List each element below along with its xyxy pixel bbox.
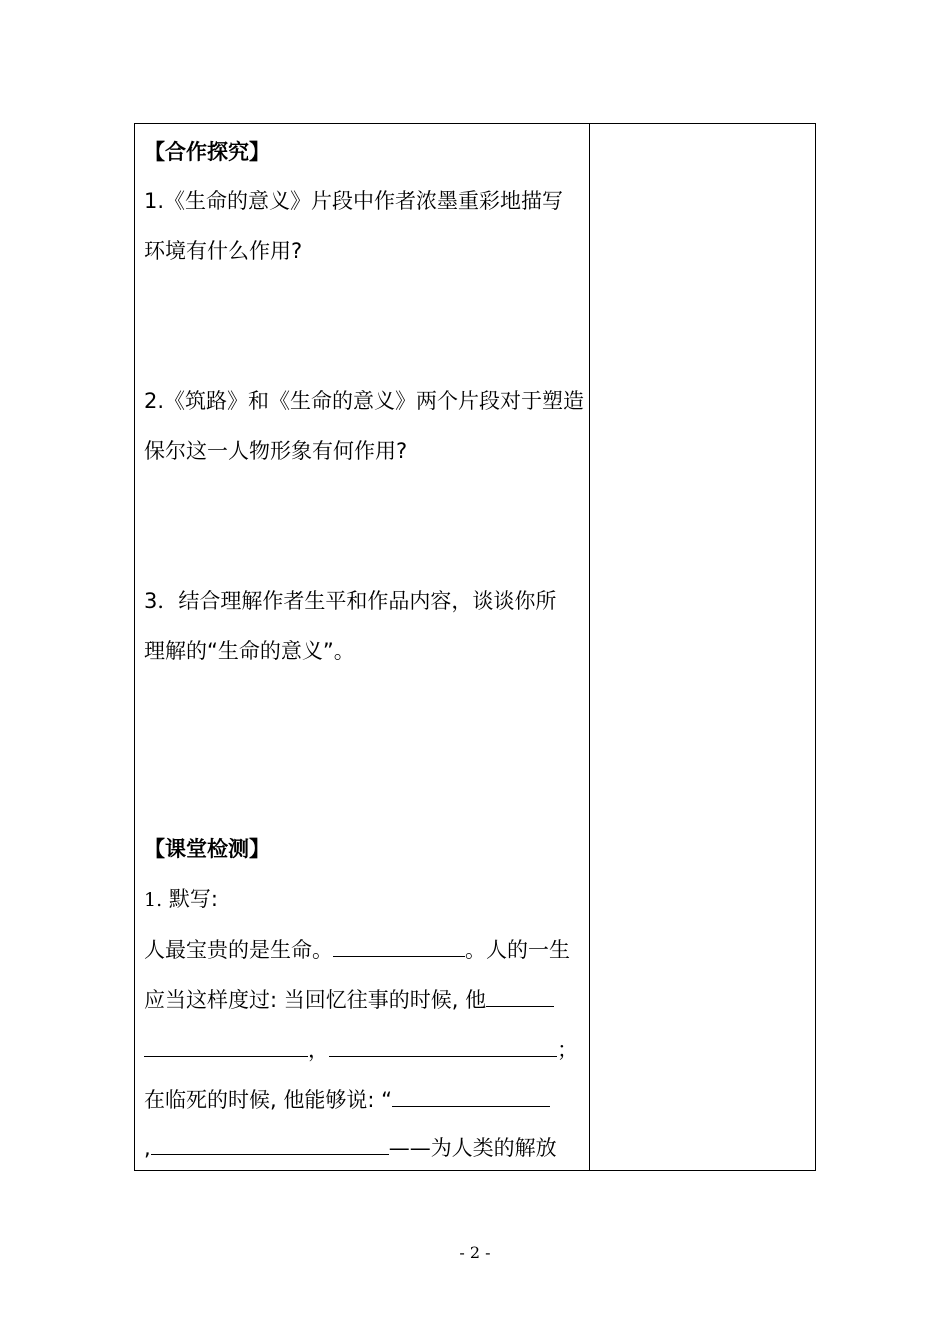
worksheet-table [134, 123, 816, 1171]
page-number: - 2 - [459, 1243, 491, 1262]
dictation-text: 应当这样度过: 当回忆往事的时候, 他 [144, 988, 487, 1012]
dictation-text: ——为人类的解放 [388, 1136, 557, 1160]
dictation-line-2 [144, 984, 584, 1015]
question-1-line-1: 1.《生命的意义》片段中作者浓墨重彩地描写 [144, 189, 564, 213]
question-3-line-2: 理解的“生命的意义”。 [144, 639, 355, 663]
dictation-line-5 [144, 1132, 584, 1163]
explore-heading: 【合作探究】 [144, 140, 270, 164]
question-1-line-2: 环境有什么作用? [144, 239, 303, 263]
fill-blank[interactable] [151, 1132, 389, 1155]
dictation-text: 在临死的时候, 他能够说: “ [144, 1088, 392, 1112]
fill-blank[interactable] [329, 1034, 557, 1057]
content-cell [135, 124, 589, 1170]
dictation-text: ； [557, 1038, 578, 1062]
fill-blank[interactable] [486, 984, 554, 1007]
dictation-line-4 [144, 1084, 584, 1115]
question-2-line-2: 保尔这一人物形象有何作用? [144, 439, 408, 463]
dictation-item [144, 884, 584, 915]
item-number: 1. [144, 889, 163, 911]
dictation-text: ， [308, 1038, 329, 1062]
fill-blank[interactable] [333, 934, 465, 957]
notes-cell [590, 124, 815, 1170]
question-3-line-1: 3．结合理解作者生平和作品内容，谈谈你所 [144, 589, 557, 613]
question-2-line-1: 2.《筑路》和《生命的意义》两个片段对于塑造 [144, 389, 585, 413]
check-heading: 【课堂检测】 [144, 837, 270, 861]
dictation-text: , [144, 1136, 151, 1160]
dictation-text: 人最宝贵的是生命。 [144, 938, 333, 962]
fill-blank[interactable] [392, 1084, 550, 1107]
dictation-line-1 [144, 934, 584, 965]
dictation-line-3 [144, 1034, 584, 1065]
dictation-text: 。人的一生 [465, 938, 570, 962]
item-label: 默写: [168, 887, 218, 911]
fill-blank[interactable] [144, 1034, 308, 1057]
